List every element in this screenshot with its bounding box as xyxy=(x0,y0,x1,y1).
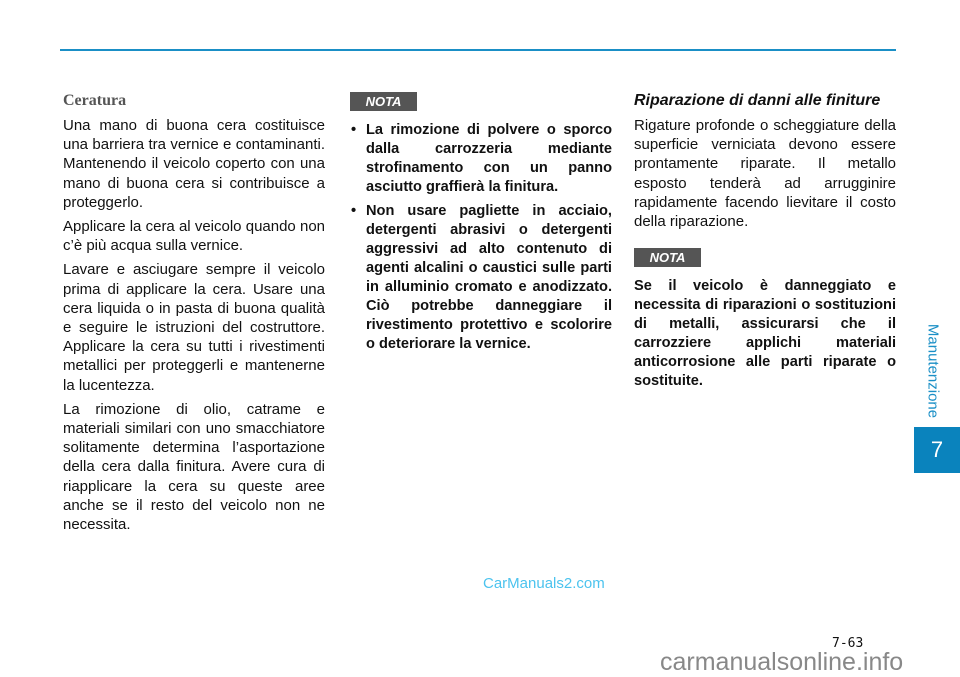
column-riparazione xyxy=(634,92,896,396)
paragraph: Applicare la cera al veicolo quando non c’è più acqua sulla vernice. xyxy=(63,218,325,255)
watermark: carmanualsonline.info xyxy=(660,648,904,676)
chapter-tab: 7 xyxy=(914,427,960,473)
paragraph: Una mano di buona cera costituisce una barriera tra vernice e contaminanti. Mantenendo il veicolo coperto con una mano di buona cera si contribuisce a proteggerlo. xyxy=(63,117,325,211)
note-text: Se il veicolo è danneggiato e necessita di riparazioni o sostituzioni di metalli, assicurarsi che il carrozziere applichi materiali anticorrosione alle parti riparate o sostituite. xyxy=(634,278,896,390)
list-item: • La rimozione di polvere o sporco dalla carrozzeria mediante strofinamento con un panno asciutto graffierà la finitura. xyxy=(350,121,612,197)
paragraph: Rigature profonde o scheggiature della superficie verniciata devono essere prontamente riparate. Il metallo esposto tenderà ad arrugginire rapidamente facendo lievitare il costo della riparazione. xyxy=(634,117,896,231)
paragraph: Lavare e asciugare sempre il veicolo prima di applicare la cera. Usare una cera liquida o in pasta di buona qualità e seguire le istruzioni del costruttore. Applicare la cera su tutti i rivestimenti metallici per proteggerli e mantenerne la lucentezza. xyxy=(63,261,325,394)
section-name: Manutenzione xyxy=(924,323,942,418)
column-note xyxy=(350,92,612,359)
paragraph: La rimozione di olio, catrame e materiali similari con uno smacchiatore solitamente determina l’asportazione della cera dalla finitura. Avere cura di riapplicare la cera su queste aree anche se il resto del veicolo non ne necessita. xyxy=(63,400,325,534)
nota-badge: NOTA xyxy=(350,92,417,111)
section-heading: Riparazione di danni alle finiture xyxy=(634,92,881,109)
note-list xyxy=(350,121,612,354)
list-item: • Non usare pagliette in acciaio, detergenti abrasivi o detergenti aggressivi ad alto contenuto di agenti alcalini o caustici sulle parti in alluminio cromato e anodizzato. Ciò potrebbe danneggiare il rivestimento protettivo e scolorire o deteriorare la vernice. xyxy=(350,202,612,354)
page-number: 7-63 xyxy=(832,636,864,651)
nota-badge: NOTA xyxy=(634,248,701,267)
section-tab-label xyxy=(918,318,948,423)
column-ceratura xyxy=(63,92,325,539)
section-heading: Ceratura xyxy=(63,92,127,109)
watermark-link[interactable]: CarManuals2.com xyxy=(483,575,605,592)
header-rule xyxy=(60,49,896,51)
